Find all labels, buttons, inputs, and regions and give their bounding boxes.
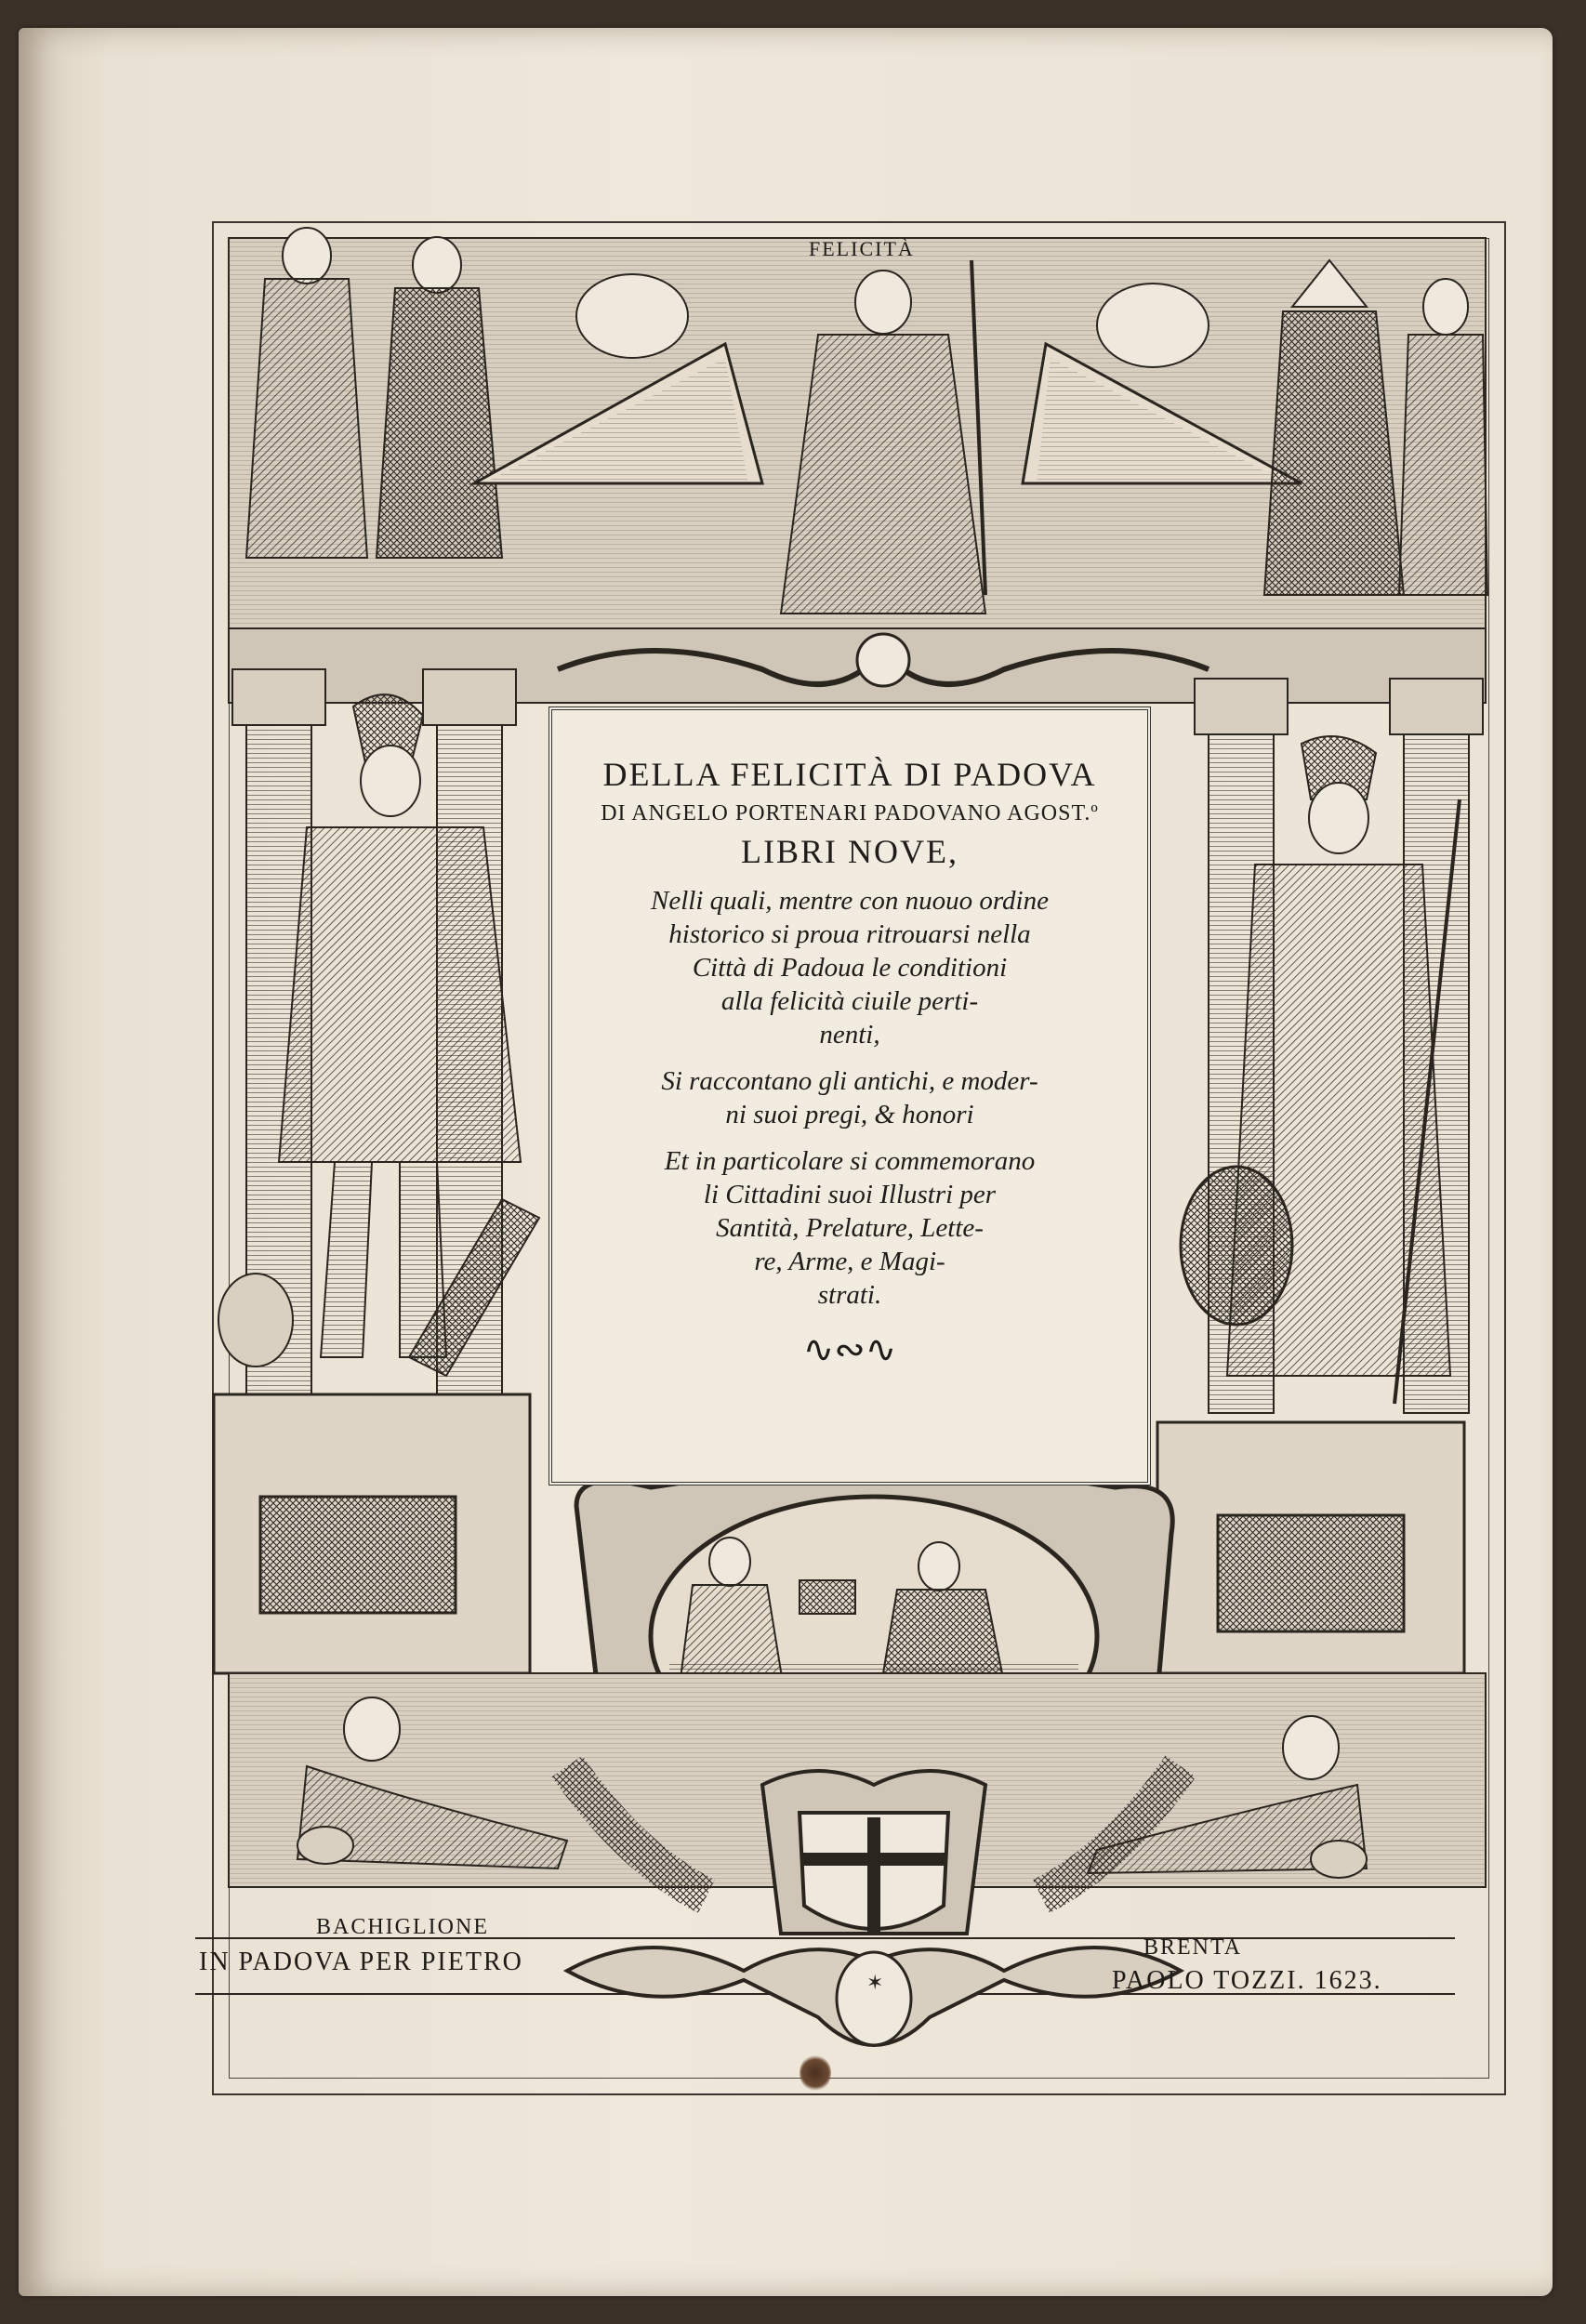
para1-line: Città di Padoua le conditioni <box>692 953 1008 983</box>
author-line: DI ANGELO PORTENARI PADOVANO AGOST.º <box>601 801 1099 825</box>
coat-of-arms <box>762 1771 985 1934</box>
description-para-2 <box>552 1064 1147 1131</box>
river-label-right: BRENTA <box>1143 1935 1243 1960</box>
title-cartouche <box>548 706 1151 1486</box>
saint-figures-right <box>1264 260 1487 595</box>
river-label-left: BACHIGLIONE <box>316 1915 489 1939</box>
para1-line: Nelli quali, mentre con nuouo ordine <box>651 886 1049 916</box>
description-para-1 <box>552 884 1147 1051</box>
volume-count: LIBRI NOVE, <box>741 833 958 870</box>
para2-line: Si raccontano gli antichi, e moder- <box>661 1066 1038 1096</box>
putto-left <box>576 274 688 358</box>
para3-line: re, Arme, e Magi- <box>754 1247 945 1276</box>
para3-line: Et in particolare si commemorano <box>664 1146 1036 1176</box>
para3-line: strati. <box>817 1280 882 1310</box>
para1-line: historico si proua ritrouarsi nella <box>668 919 1031 949</box>
para3-line: Santità, Prelature, Lette- <box>716 1213 984 1243</box>
flourish-ornament: ∿∾∿ <box>802 1328 897 1371</box>
felicita-label: FELICITÀ <box>809 237 915 260</box>
book-title: DELLA FELICITÀ DI PADOVA <box>602 756 1097 793</box>
imprint-right: PAOLO TOZZI. 1623. <box>1112 1966 1382 1995</box>
svg-text:✶: ✶ <box>866 1972 884 1995</box>
para1-line: nenti, <box>819 1020 880 1050</box>
para3-line: li Cittadini suoi Illustri per <box>703 1180 997 1209</box>
para2-line: ni suoi pregi, & honori <box>725 1100 974 1129</box>
imprint-left: IN PADOVA PER PIETRO <box>199 1948 523 1976</box>
putto-right <box>1097 284 1209 367</box>
description-para-3 <box>552 1144 1147 1312</box>
para1-line: alla felicità ciuile perti- <box>720 986 979 1016</box>
paper-stain <box>800 2054 831 2092</box>
